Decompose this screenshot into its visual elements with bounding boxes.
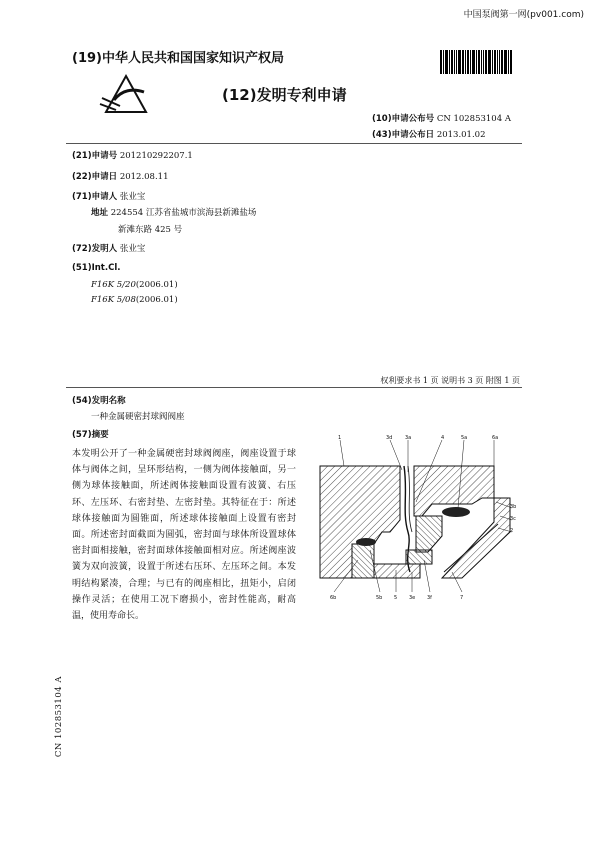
document-kind: (12)发明专利申请 (222, 86, 347, 104)
application-number (72, 149, 193, 161)
app-no-label: (21)申请号 (72, 151, 118, 161)
app-date-value: 2012.08.11 (119, 172, 169, 182)
pub-date-value: 2013.01.02 (436, 130, 486, 140)
application-date (72, 170, 168, 182)
int-cl-label: (51)Int.Cl. (72, 263, 121, 273)
barcode (440, 50, 524, 74)
address-line1: 224554 江苏省盐城市滨海县新滩盐场 (110, 208, 257, 218)
ipc2-version: (2006.01) (135, 295, 178, 305)
label-3a: 3a (405, 435, 412, 441)
app-no-value: 201210292207.1 (119, 151, 193, 161)
label-2: 2 (510, 528, 514, 534)
ipc1-version: (2006.01) (135, 280, 178, 290)
label-5b: 5b (376, 595, 383, 601)
side-publication-code: CN 102853104 A (54, 676, 64, 758)
site-watermark: 中国泵阀第一网(pv001.com) (463, 10, 584, 20)
invention-title: 一种金属硬密封球阀阀座 (91, 412, 185, 422)
header-divider (66, 143, 522, 144)
label-6b: 6b (330, 595, 337, 601)
applicant (72, 190, 145, 202)
label-3e: 3e (409, 595, 416, 601)
address-label: 地址 (91, 208, 109, 218)
inventor-value: 张业宝 (119, 244, 146, 254)
label-4: 4 (441, 435, 445, 441)
ipc1-code: F16K 5/20 (91, 280, 136, 290)
label-5: 5 (394, 595, 398, 601)
ipc-class-2 (91, 295, 178, 305)
page-count: 权利要求书 1 页 说明书 3 页 附图 1 页 (380, 376, 520, 385)
inventor (72, 242, 145, 254)
title-label: (54)发明名称 (72, 396, 126, 406)
label-7: 7 (460, 595, 464, 601)
address-line2: 新滩东路 425 号 (118, 225, 183, 235)
pub-number-row (372, 112, 511, 124)
valve-seat-figure (312, 432, 518, 602)
ipc-class-1 (91, 280, 178, 290)
office-name: (19)中华人民共和国国家知识产权局 (72, 51, 284, 66)
label-6a: 6a (492, 435, 499, 441)
ipc2-code: F16K 5/08 (91, 295, 136, 305)
pub-date-label: (43)申请公布日 (372, 130, 435, 140)
cnipa-logo (98, 70, 152, 116)
pub-number-value: CN 102853104 A (436, 114, 511, 124)
label-5a: 5a (461, 435, 468, 441)
label-3f: 3f (427, 595, 432, 601)
label-3c: 3c (510, 516, 516, 522)
label-1: 1 (338, 435, 342, 441)
label-3b: 3b (510, 504, 517, 510)
section-divider (66, 387, 522, 388)
address (91, 206, 256, 218)
abstract-label: (57)摘要 (72, 430, 109, 440)
app-date-label: (22)申请日 (72, 172, 118, 182)
pub-number-label: (10)申请公布号 (372, 114, 435, 124)
applicant-label: (71)申请人 (72, 192, 118, 202)
abstract-text: 本发明公开了一种金属硬密封球阀阀座，阀座设置于球体与阀体之间，呈环形结构，一侧为阀体接触面，另一侧为球体接触面，所述阀体接触面设置有波簧、右压环、左压环、右密封垫、左密封垫。其特征在于：所述球体接触面为圆锥面，所述球体接触面上设置有密封面。所述密封面截面为圆弧，密封面与球体所设置球体密封面相接触，密封面球体接触面相对应。所述阀座波簧为双向波簧，设置于所述右压环、左压环之间。本发明结构紧凑，合理；与已有的阀座相比，扭矩小，启闭操作灵活；在使用工况下磨损小，密封性能高，耐高温，使用寿命长。 (72, 449, 296, 622)
applicant-value: 张业宝 (119, 192, 146, 202)
label-3d: 3d (386, 435, 393, 441)
inventor-label: (72)发明人 (72, 244, 118, 254)
pub-date-row (372, 128, 485, 140)
